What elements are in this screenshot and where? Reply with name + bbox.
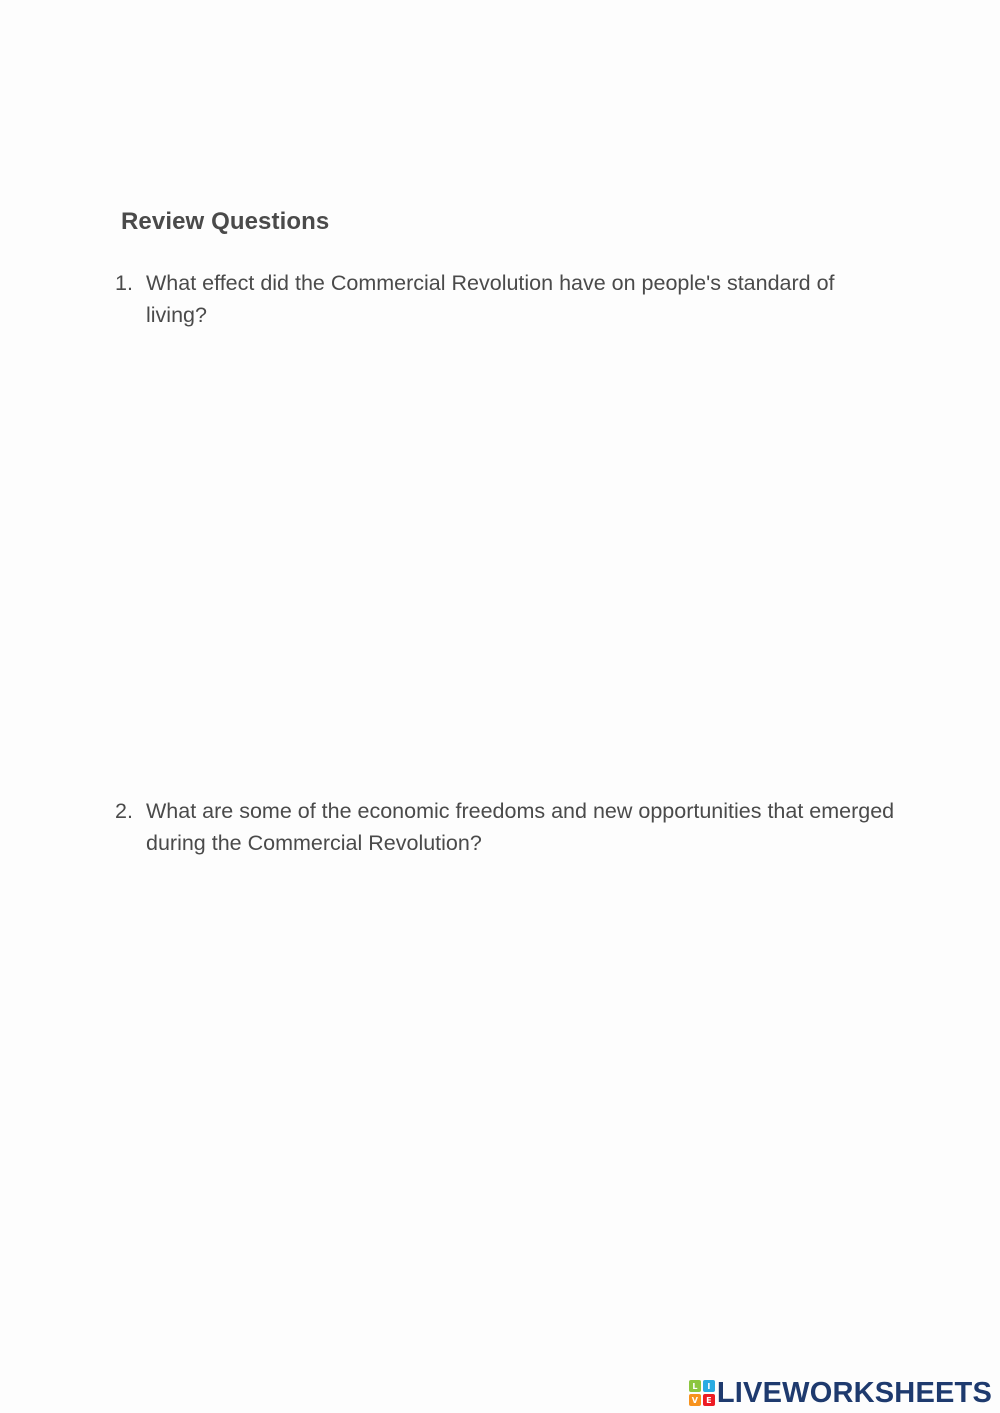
logo-tile: E	[703, 1394, 715, 1406]
liveworksheets-logo-icon	[689, 1380, 715, 1406]
logo-tile: L	[689, 1380, 701, 1392]
question-text: What are some of the economic freedoms and new opportunities that emerged during the Commercial Revolution?	[146, 799, 895, 855]
question-number: 2.	[115, 799, 133, 823]
question-item	[115, 267, 895, 331]
answer-area-question-2[interactable]	[145, 875, 895, 1295]
question-text: What effect did the Commercial Revolution have on people's standard of living?	[146, 271, 835, 327]
page-title: Review Questions	[121, 208, 330, 235]
answer-area-question-1[interactable]	[145, 345, 895, 765]
question-number: 1.	[115, 271, 133, 295]
question-item	[115, 795, 895, 859]
liveworksheets-brand	[689, 1376, 992, 1410]
logo-tile: I	[703, 1380, 715, 1392]
logo-tile: V	[689, 1394, 701, 1406]
brand-name: LIVEWORKSHEETS	[716, 1376, 992, 1409]
